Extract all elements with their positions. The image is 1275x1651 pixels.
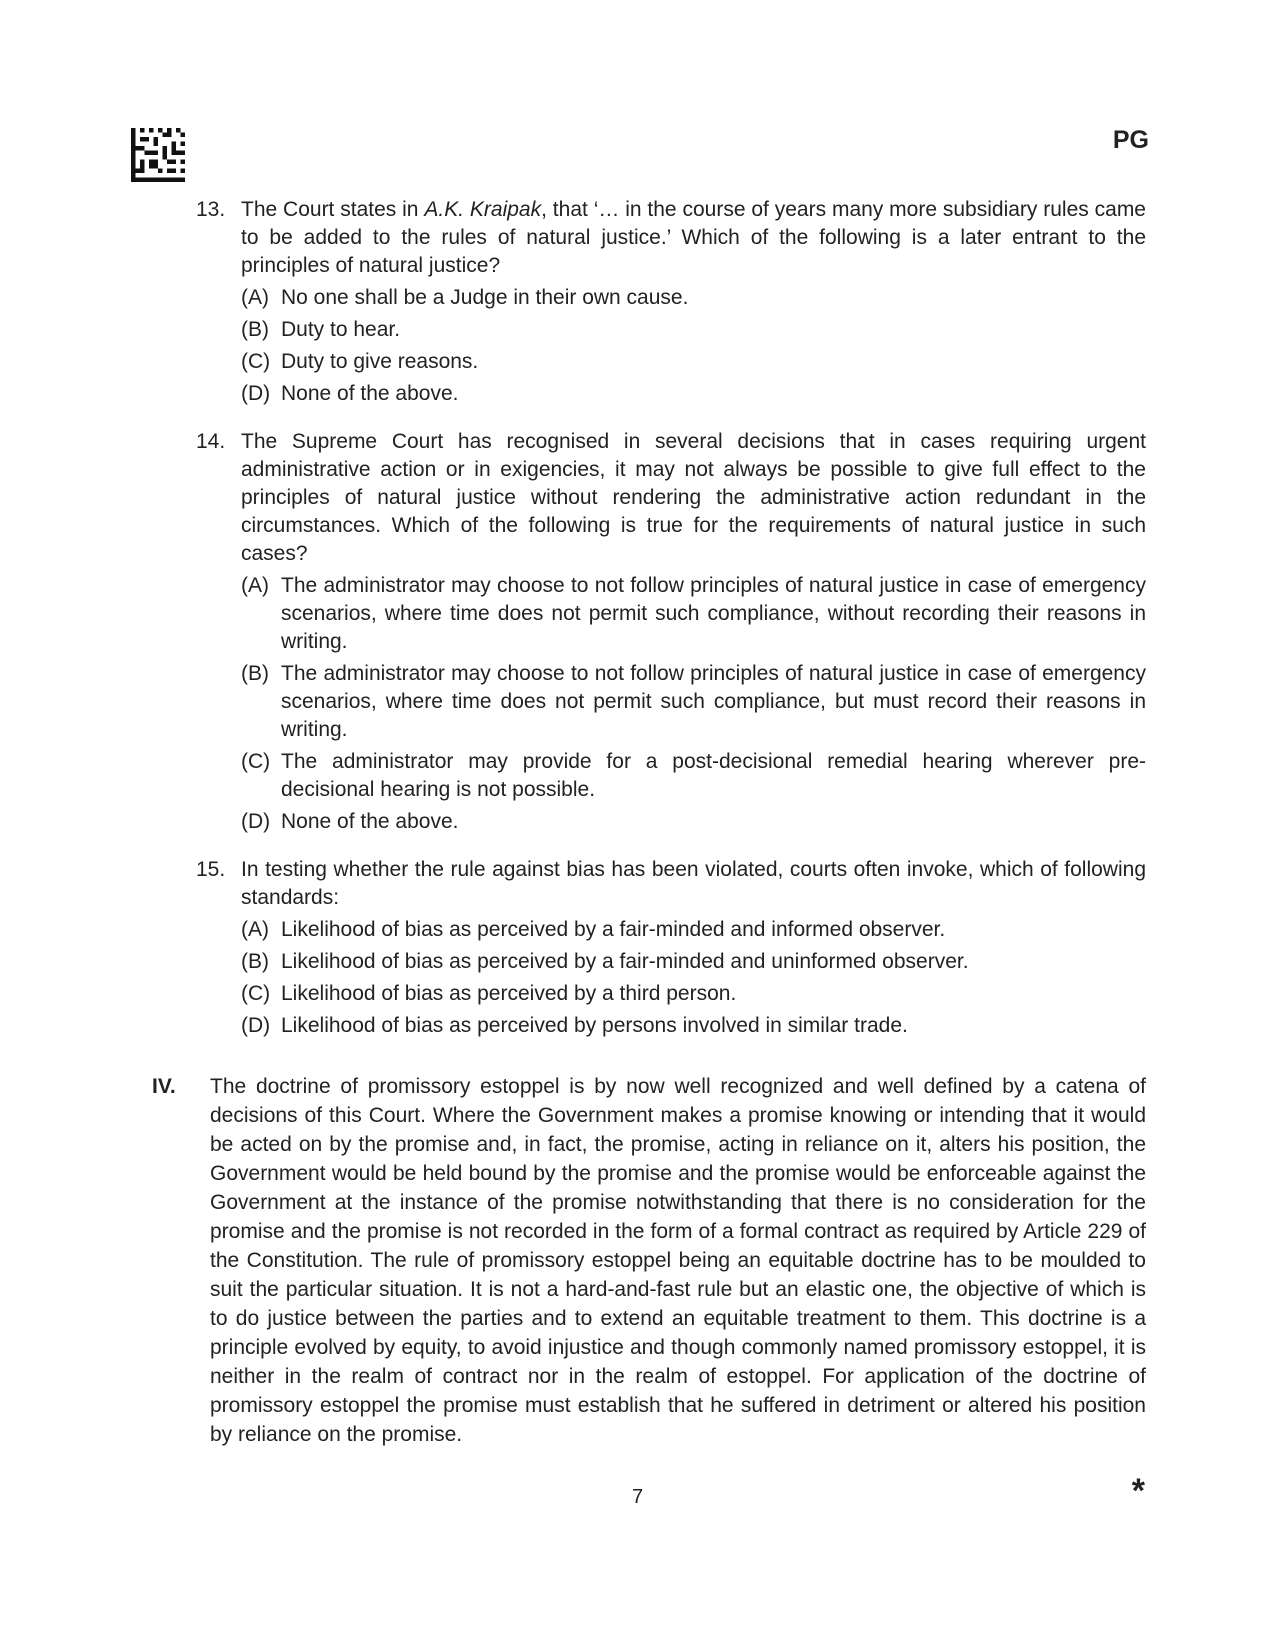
- option-label: (B): [241, 950, 269, 973]
- case-name: A.K. Kraipak: [424, 198, 542, 221]
- option-c: [241, 348, 1146, 376]
- option-text: Likelihood of bias as perceived by a fair-minded and informed observer.: [281, 918, 946, 941]
- option-text: None of the above.: [281, 810, 459, 833]
- question-13: [196, 196, 1146, 408]
- option-text: The administrator may choose to not follow principles of natural justice in case of emergency scenarios, where time does not permit such compliance, but must record their reasons in writing.: [281, 662, 1146, 741]
- passage-iv: [152, 1072, 1146, 1449]
- option-label: (B): [241, 662, 269, 685]
- option-label: (D): [241, 1014, 271, 1037]
- question-stem: In testing whether the rule against bias has been violated, courts often invoke, which of following standards:: [241, 858, 1146, 909]
- option-text: No one shall be a Judge in their own cause.: [281, 286, 689, 309]
- option-list: [241, 916, 1146, 1040]
- option-text: Likelihood of bias as perceived by a third person.: [281, 982, 737, 1005]
- option-c: [241, 748, 1146, 804]
- question-number: 13.: [196, 198, 226, 221]
- option-label: (D): [241, 382, 271, 405]
- option-text: The administrator may choose to not follow principles of natural justice in case of emergency scenarios, where time does not permit such compliance, without recording their reasons in writing.: [281, 574, 1146, 653]
- stem-text: The Court states in: [241, 198, 425, 221]
- option-text: Duty to give reasons.: [281, 350, 479, 373]
- option-label: (C): [241, 750, 271, 773]
- paper-code: PG: [1112, 126, 1149, 154]
- question-15: [196, 856, 1146, 1040]
- option-d: [241, 808, 1146, 836]
- option-b: [241, 948, 1146, 976]
- option-text: Likelihood of bias as perceived by a fair-minded and uninformed observer.: [281, 950, 969, 973]
- option-a: [241, 572, 1146, 656]
- datamatrix-icon: [131, 128, 185, 182]
- option-text: None of the above.: [281, 382, 459, 405]
- option-label: (A): [241, 286, 269, 309]
- option-label: (A): [241, 574, 269, 597]
- section-numeral: IV.: [152, 1075, 176, 1098]
- option-list: [241, 284, 1146, 408]
- option-label: (D): [241, 810, 271, 833]
- question-stem: The Supreme Court has recognised in several decisions that in cases requiring urgent administrative action or in exigencies, it may not always be possible to give full effect to the principles of natural justice without rendering the administrative action redundant in the circumstances. Which of the following is true for the requirements of natural justice in such cases?: [241, 430, 1146, 565]
- option-a: [241, 284, 1146, 312]
- page-number: 7: [631, 1486, 644, 1508]
- option-b: [241, 660, 1146, 744]
- option-text: Likelihood of bias as perceived by persons involved in similar trade.: [281, 1014, 908, 1037]
- question-number: 14.: [196, 430, 226, 453]
- option-label: (C): [241, 350, 271, 373]
- stem-text: , that ‘… in the course of years many more subsidiary rules came to be added to the rules of natural justice.’ Which of the following is a later entrant to the principles of natural justice?: [241, 198, 1146, 277]
- option-label: (B): [241, 318, 269, 341]
- star-mark: *: [1131, 1472, 1145, 1510]
- question-number: 15.: [196, 858, 226, 881]
- question-list: [196, 196, 1146, 1060]
- option-d: [241, 380, 1146, 408]
- option-label: (A): [241, 918, 269, 941]
- question-stem: [241, 196, 1146, 280]
- option-text: The administrator may provide for a post-decisional remedial hearing wherever pre-decisional hearing is not possible.: [281, 750, 1146, 801]
- option-a: [241, 916, 1146, 944]
- passage-text: The doctrine of promissory estoppel is by now well recognized and well defined by a catena of decisions of this Court. Where the Government makes a promise knowing or intending that it would be acted on by the promise and, in fact, the promise, acting in reliance on it, alters his position, the Government would be held bound by the promise and the promise would be enforceable against the Government at the instance of the promise notwithstanding that there is no consideration for the promise and the promise is not recorded in the form of a formal contract as required by Article 229 of the Constitution. The rule of promissory estoppel being an equitable doctrine has to be moulded to suit the particular situation. It is not a hard-and-fast rule but an elastic one, the objective of which is to do justice between the parties and to extend an equitable treatment to them. This doctrine is a principle evolved by equity, to avoid injustice and though commonly named promissory estoppel, it is neither in the realm of contract nor in the realm of estoppel. For application of the doctrine of promissory estoppel the promise must establish that he suffered in detriment or altered his position by reliance on the promise.: [210, 1075, 1146, 1446]
- option-c: [241, 980, 1146, 1008]
- question-14: [196, 428, 1146, 836]
- option-list: [241, 572, 1146, 836]
- option-text: Duty to hear.: [281, 318, 401, 341]
- option-b: [241, 316, 1146, 344]
- option-d: [241, 1012, 1146, 1040]
- option-label: (C): [241, 982, 271, 1005]
